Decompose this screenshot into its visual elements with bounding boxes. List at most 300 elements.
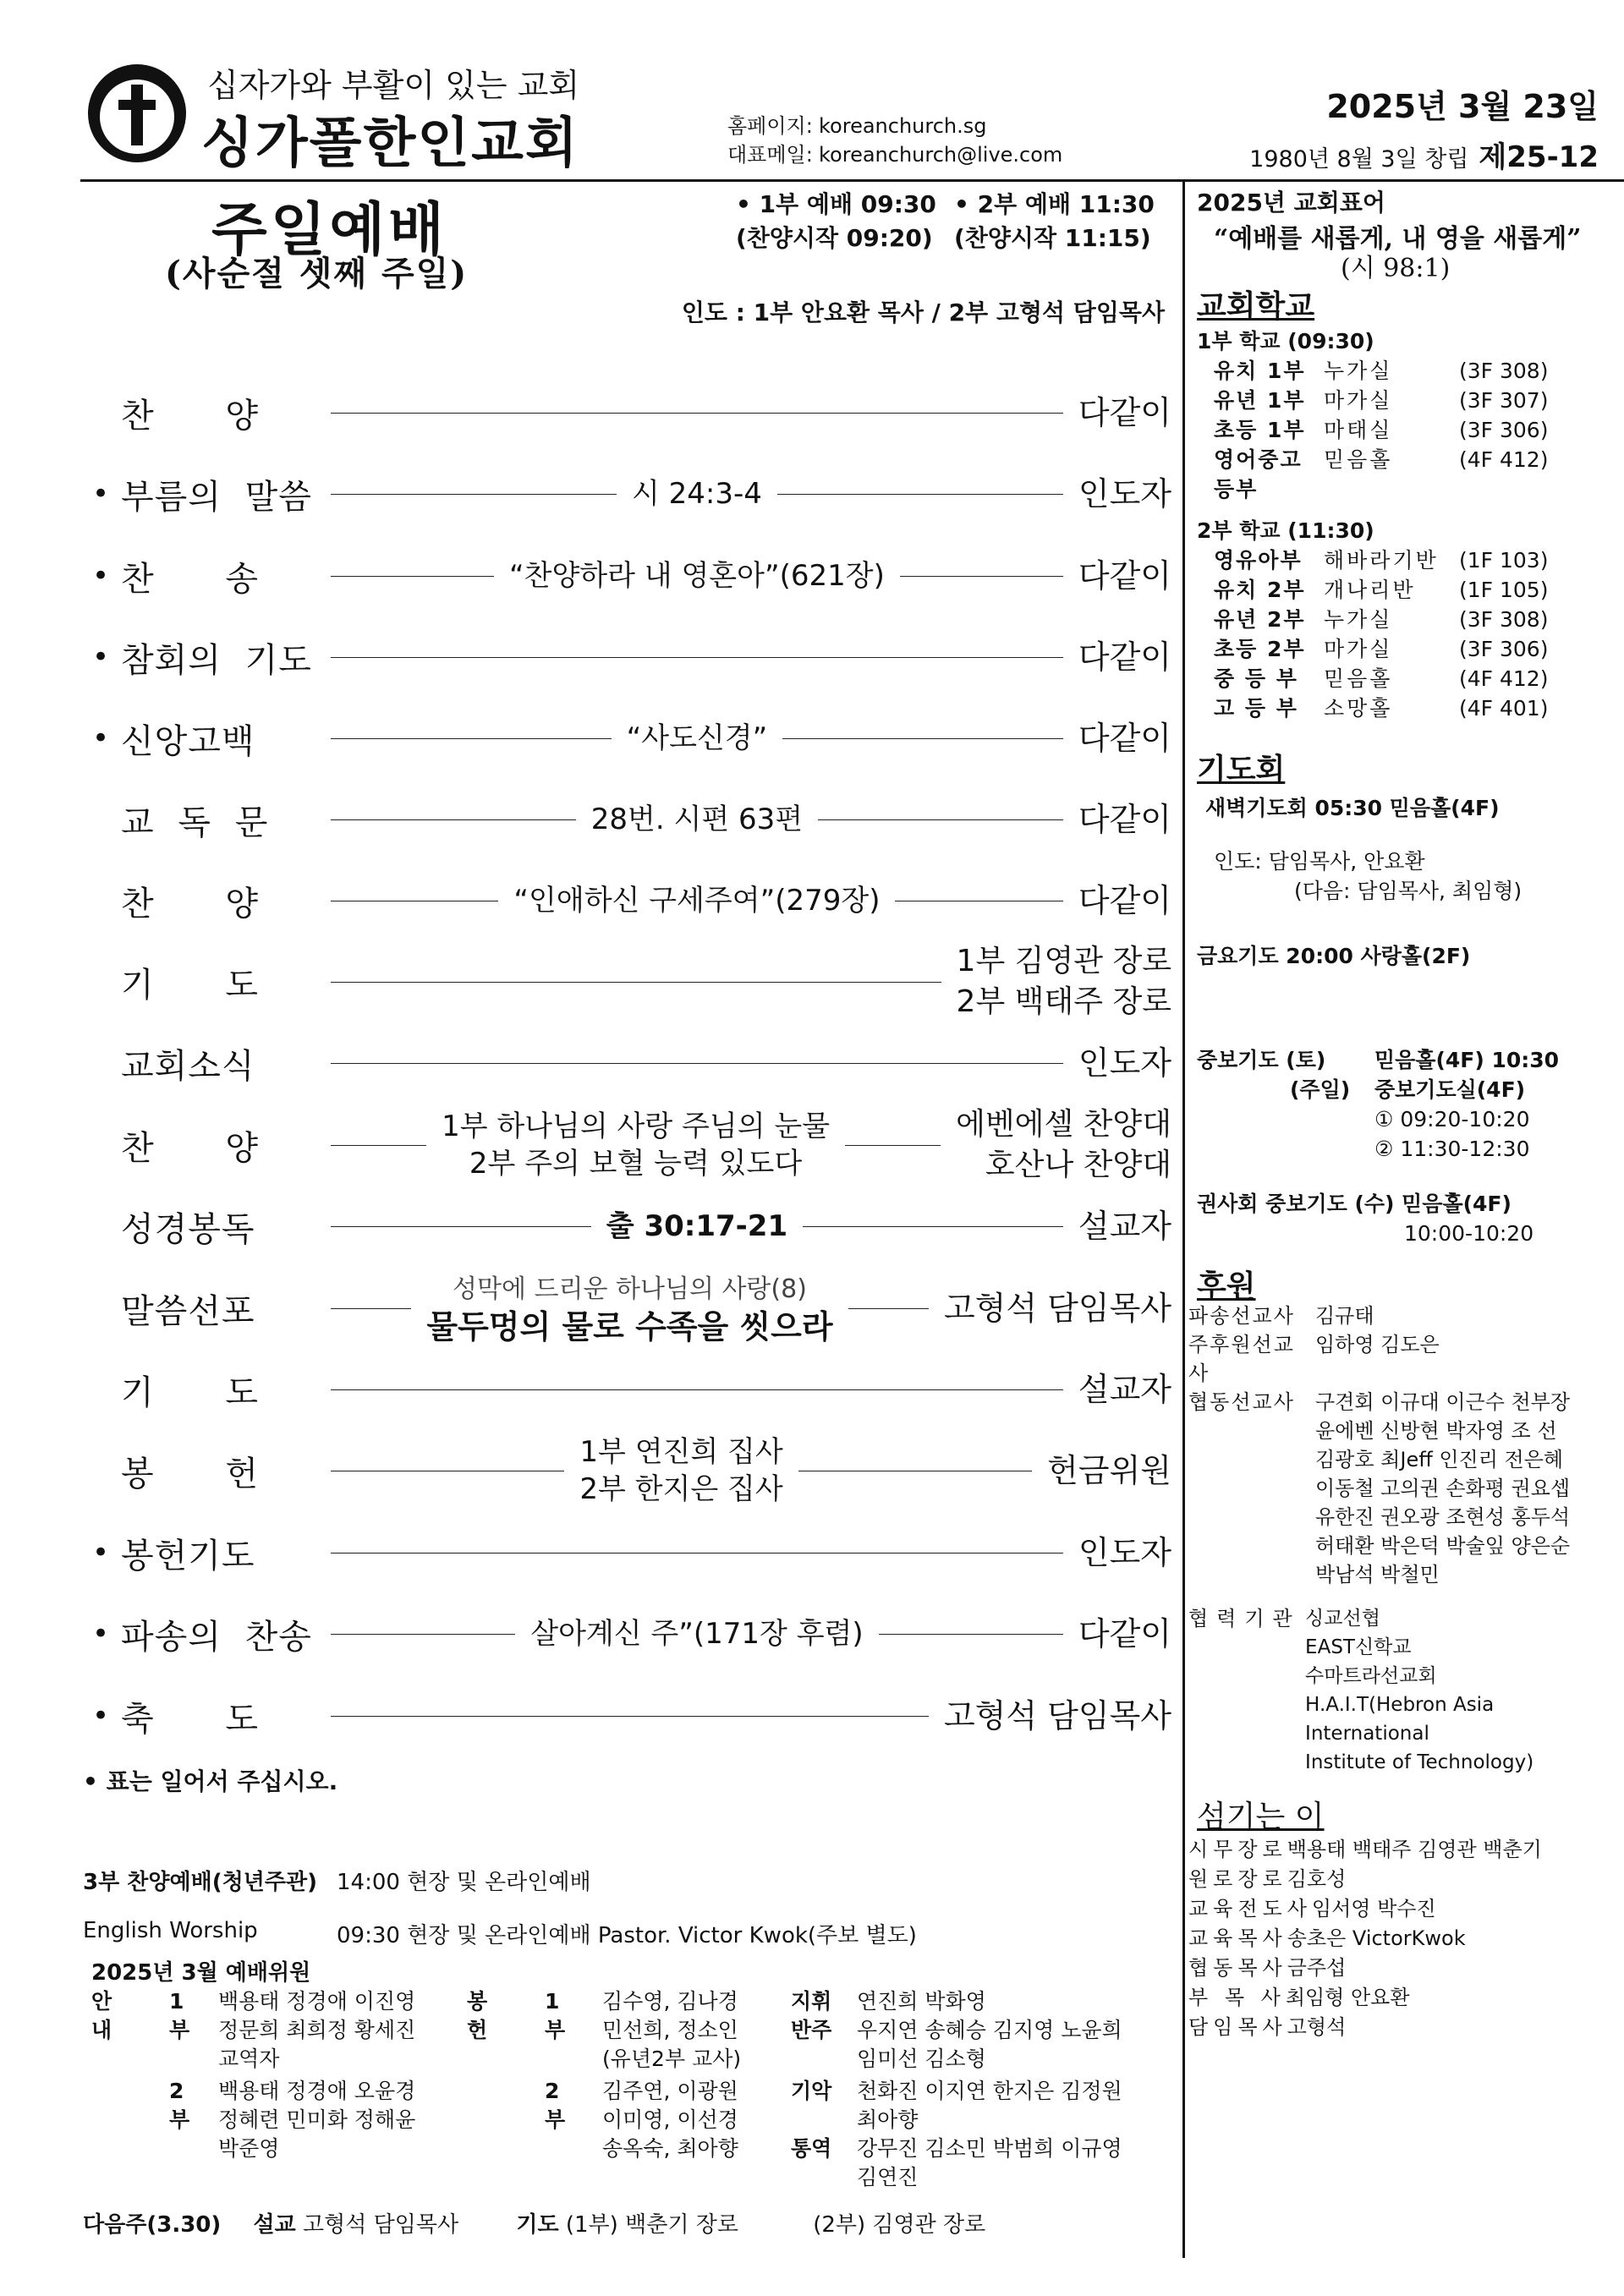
church-name: 싱가폴한인교회 <box>201 112 579 175</box>
support-label <box>1188 1417 1315 1445</box>
row-center <box>627 720 768 757</box>
third-service-value: 14:00 현장 및 온라인예배 <box>337 1870 591 1895</box>
staff-names: 송초은 VictorKwok <box>1287 1926 1466 1950</box>
school-location: (3F 306) <box>1459 418 1549 442</box>
staff-label: 시무장로 <box>1188 1838 1287 1861</box>
row-right-line: 호산나 찬양대 <box>985 1148 1171 1182</box>
support-label <box>1188 1445 1315 1474</box>
worship-row <box>80 1349 1171 1430</box>
row-right-line: 설교자 <box>1078 1371 1171 1408</box>
guide-1-line: 교역자 <box>218 2047 280 2071</box>
contact-info <box>727 112 1062 169</box>
leader-line <box>331 1389 1063 1390</box>
support-row <box>1188 1503 1620 1532</box>
column-divider <box>1182 182 1185 2258</box>
offering-2-line: 이미영, 이선경 <box>602 2107 738 2132</box>
leader-line <box>803 1226 1063 1227</box>
intercession-sun-label: (주일) <box>1290 1077 1351 1102</box>
service-time-1-label: • 1부 예배 09:30 <box>736 190 936 218</box>
guide-2-label: 2부 <box>169 2079 190 2132</box>
leader-line <box>845 1145 941 1146</box>
worship-row <box>80 1430 1171 1511</box>
offering-1-line: 김수영, 김나경 <box>602 1989 738 2014</box>
staff-row <box>1188 1894 1620 1924</box>
row-center <box>530 1615 863 1652</box>
worship-row <box>80 1022 1171 1104</box>
dawn-lead: 인도: 담임목사, 안요환 <box>1214 849 1425 874</box>
service-time-2-label: • 2부 예배 11:30 <box>954 190 1155 218</box>
row-item: 성경봉독 <box>121 1209 255 1249</box>
school-name: 유년 2부 <box>1214 607 1306 632</box>
leader-line <box>331 738 612 739</box>
row-right-line: 에벤에셀 찬양대 <box>956 1107 1171 1142</box>
row-right <box>944 1696 1171 1736</box>
row-right-line: 인도자 <box>1078 475 1171 512</box>
support-label: 협동선교사 <box>1188 1390 1295 1414</box>
staff-names: 최임형 안요환 <box>1285 1986 1410 2009</box>
school-room: 해바라기반 <box>1324 548 1439 573</box>
school-name: 유치 1부 <box>1214 359 1306 383</box>
support-label <box>1188 1560 1315 1589</box>
guide-2-line: 백용태 정경애 오윤경 <box>218 2079 416 2103</box>
support-row <box>1188 1417 1620 1445</box>
row-right <box>956 1104 1171 1186</box>
support-names: 허태환 박은덕 박술잎 양은순 <box>1315 1534 1571 1558</box>
row-center-line: “인애하신 구세주여”(279장) <box>513 884 881 918</box>
support-names: 김규태 <box>1315 1304 1374 1328</box>
intercession-sun-2: ② 11:30-12:30 <box>1374 1137 1530 1161</box>
row-middle <box>315 982 957 983</box>
school-location: (4F 401) <box>1459 696 1549 721</box>
worship-row <box>80 698 1171 779</box>
row-center <box>426 1271 832 1345</box>
school-name: 중 등 부 <box>1214 666 1298 691</box>
intercession-sun-1: ① 09:20-10:20 <box>1374 1107 1530 1132</box>
worship-row <box>80 535 1171 616</box>
row-item: 말씀선포 <box>121 1291 255 1331</box>
service-time-2 <box>954 188 1155 255</box>
row-item: 축 도 <box>121 1699 259 1739</box>
third-service <box>83 1865 591 1896</box>
leader-line <box>900 576 1063 577</box>
staff-label: 교육전도사 <box>1188 1897 1312 1921</box>
school-row <box>1214 634 1620 664</box>
row-middle <box>315 801 1078 838</box>
school-name: 영유아부 <box>1214 548 1303 573</box>
row-center-line: 28번. 시편 63편 <box>590 803 804 836</box>
row-right <box>1078 1206 1171 1247</box>
row-middle <box>315 1271 944 1345</box>
row-item: 찬 송 <box>121 559 259 599</box>
row-right-line: 인도자 <box>1078 1044 1171 1082</box>
row-item: 교 독 문 <box>121 803 269 842</box>
row-bullet: • <box>91 721 110 755</box>
row-center <box>606 1208 787 1245</box>
third-service-label: 3부 찬양예배(청년주관) <box>83 1870 317 1895</box>
service-time-1 <box>736 188 936 255</box>
motto-title: 2025년 교회표어 <box>1197 189 1385 216</box>
partner-item: EAST신학교 <box>1305 1636 1412 1658</box>
row-center-line: “사도신경” <box>626 721 768 755</box>
support-names: 이동철 고의권 손화평 권요셉 <box>1315 1477 1571 1500</box>
staff-title: 섬기는 이 <box>1197 1800 1325 1834</box>
offering-1-line: (유년2부 교사) <box>602 2047 742 2071</box>
leader-line <box>331 1308 411 1309</box>
offering-2-line: 김주연, 이광원 <box>602 2079 738 2103</box>
accomp-line: 임미선 김소형 <box>857 2047 986 2071</box>
row-right <box>1078 637 1171 677</box>
founded-date: 1980년 8월 3일 창립 <box>1249 146 1469 173</box>
school-location: (3F 306) <box>1459 637 1549 661</box>
leader-line <box>331 982 941 983</box>
school1-title: 1부 학교 (09:30) <box>1197 329 1374 353</box>
guide-label: 안내 <box>91 1989 112 2042</box>
sermon-series: 성막에 드리운 하나님의 사랑(8) <box>453 1274 807 1304</box>
service-leaders: 인도 : 1부 안요환 목사 / 2부 고형석 담임목사 <box>681 299 1165 326</box>
leader-line <box>848 1308 929 1309</box>
worship-row <box>80 1593 1171 1674</box>
row-center-line: 살아계신 주”(171장 후렴) <box>530 1617 864 1651</box>
school-row <box>1214 575 1620 605</box>
instrument-label: 기악 <box>791 2079 832 2103</box>
offering-1-line: 민선희, 정소인 <box>602 2018 738 2042</box>
worship-row <box>80 1186 1171 1267</box>
row-middle <box>315 1063 1078 1064</box>
staff-row <box>1188 1835 1620 1865</box>
row-item: 찬 양 <box>121 396 259 436</box>
guide-2-line: 정혜련 민미화 정해윤 <box>218 2107 416 2132</box>
row-right-line: 다같이 <box>1078 801 1171 838</box>
deaconess-prayer: 권사회 중보기도 (수) 믿음홀(4F) <box>1197 1192 1512 1216</box>
row-right-line: 다같이 <box>1078 1615 1171 1652</box>
school-room: 소망홀 <box>1324 696 1393 721</box>
row-middle <box>315 1433 1047 1508</box>
leader-line <box>331 1226 591 1227</box>
row-middle <box>315 1208 1078 1245</box>
support-label <box>1188 1503 1315 1532</box>
leader-line <box>331 1063 1063 1064</box>
row-center <box>579 1433 782 1508</box>
row-right <box>1078 1614 1171 1654</box>
dawn-prayer: 새벽기도회 05:30 믿음홀(4F) <box>1205 796 1500 820</box>
row-center <box>509 557 885 595</box>
instrument-line: 최아향 <box>857 2107 919 2132</box>
worshippers-title: 2025년 3월 예배위원 <box>91 1960 311 1986</box>
row-middle <box>315 413 1078 414</box>
row-bullet: • <box>91 1617 110 1651</box>
next-week-prayer-1: (1부) 백춘기 장로 <box>565 2212 738 2238</box>
sermon-title: 물두멍의 물로 수족을 씻으라 <box>426 1308 833 1345</box>
school-location: (1F 105) <box>1459 578 1549 602</box>
school-room: 마가실 <box>1324 388 1393 413</box>
support-row <box>1188 1301 1620 1330</box>
school-room: 누가실 <box>1324 607 1393 632</box>
leader-line <box>818 819 1063 820</box>
guide-2-line: 박준영 <box>218 2136 280 2161</box>
school-title: 교회학교 <box>1197 289 1315 324</box>
row-right <box>957 941 1171 1022</box>
leader-line <box>777 494 1063 495</box>
row-middle <box>315 720 1078 757</box>
row-center <box>591 801 803 838</box>
worship-row <box>80 941 1171 1022</box>
staff-label: 협동목사 <box>1188 1956 1287 1980</box>
email-link[interactable]: koreanchurch@live.com <box>819 143 1063 167</box>
guide-1-line: 정문희 최희정 황세진 <box>218 2018 416 2042</box>
founded-line <box>1249 134 1599 175</box>
support-row <box>1188 1474 1620 1503</box>
support-label <box>1188 1474 1315 1503</box>
service-subtitle: (사순절 셋째 주일) <box>165 254 469 293</box>
right-column <box>1188 188 1620 2042</box>
row-bullet: • <box>91 1699 110 1733</box>
school-row <box>1214 545 1620 575</box>
row-bullet: • <box>91 559 110 593</box>
offering-1-label: 1부 <box>545 1989 566 2042</box>
row-right-line: 다같이 <box>1078 882 1171 919</box>
leader-line <box>782 738 1063 739</box>
support-row <box>1188 1560 1620 1589</box>
row-center-line: 1부 연진희 집사 <box>579 1435 783 1469</box>
staff-label: 담임목사 <box>1188 2015 1287 2039</box>
leader-line <box>331 1716 929 1717</box>
row-middle <box>315 882 1078 919</box>
row-center <box>442 1108 830 1182</box>
partners <box>1188 1604 1620 1777</box>
school-location: (3F 308) <box>1459 607 1549 632</box>
staff-label: 원로장로 <box>1188 1867 1287 1891</box>
row-item: 파송의 찬송 <box>121 1617 312 1657</box>
staff-names: 임서영 박수진 <box>1311 1897 1436 1921</box>
english-worship-value: 09:30 현장 및 온라인예배 Pastor. Victor Kwok(주보 별도) <box>337 1923 917 1948</box>
school-room: 마태실 <box>1324 418 1393 442</box>
support-names: 박남석 박철민 <box>1315 1563 1440 1586</box>
school2-title: 2부 학교 (11:30) <box>1197 518 1374 543</box>
row-item: 찬 양 <box>121 1128 259 1168</box>
school-row <box>1214 445 1620 504</box>
row-bullet: • <box>91 477 110 511</box>
row-bullet: • <box>91 1536 110 1570</box>
leader-line <box>331 1145 426 1146</box>
english-worship-label: English Worship <box>83 1918 258 1943</box>
school-location: (4F 412) <box>1459 447 1549 472</box>
row-center-line: 시 24:3-4 <box>631 477 762 511</box>
school-name: 영어중고등부 <box>1214 447 1303 501</box>
row-right-line: 인도자 <box>1078 1534 1171 1571</box>
intercession-sat <box>1197 1045 1620 1075</box>
english-worship <box>83 1918 917 1948</box>
row-item: 봉헌기도 <box>121 1536 255 1575</box>
interp-label: 통역 <box>791 2136 832 2161</box>
staff-list <box>1188 1835 1620 2042</box>
support-names: 김광호 최Jeff 인진리 전은혜 <box>1315 1448 1564 1471</box>
worship-row <box>80 779 1171 860</box>
row-right <box>1078 556 1171 596</box>
support-names: 임하영 김도은 <box>1315 1333 1440 1356</box>
offering-label: 봉헌 <box>467 1989 488 2042</box>
interp-line: 강무진 김소민 박범희 이규영 <box>857 2136 1122 2161</box>
next-week-sermon: 고형석 담임목사 <box>303 2212 459 2238</box>
issue-number: 제25-12 <box>1479 140 1599 174</box>
row-center-line: 1부 하나님의 사랑 주님의 눈물 <box>442 1110 831 1143</box>
leader-line <box>331 576 494 577</box>
offering-2-line: 송옥숙, 최아향 <box>602 2136 738 2161</box>
staff-row <box>1188 1954 1620 1983</box>
offering-2-label: 2부 <box>545 2079 566 2132</box>
school1-list <box>1214 356 1620 504</box>
school-name: 유치 2부 <box>1214 578 1306 602</box>
support-names: 유한진 권오광 조현성 홍두석 <box>1315 1505 1571 1529</box>
guide-1-label: 1부 <box>169 1989 190 2042</box>
row-right-line: 다같이 <box>1078 638 1171 676</box>
row-right <box>1078 1369 1171 1410</box>
row-right-line: 다같이 <box>1078 557 1171 595</box>
row-middle <box>315 1108 956 1182</box>
conductor-label: 지휘 <box>791 1989 832 2014</box>
row-item: 신앙고백 <box>121 721 255 761</box>
row-bullet: • <box>91 640 110 674</box>
support-row <box>1188 1445 1620 1474</box>
school-room: 개나리반 <box>1324 578 1416 602</box>
school-row <box>1214 356 1620 386</box>
row-center <box>513 882 880 919</box>
support-list <box>1188 1301 1620 1589</box>
support-names: 윤에벤 신방현 박자영 조 선 <box>1315 1419 1557 1443</box>
partner-item: Institute of Technology) <box>1305 1751 1534 1773</box>
partner-item: 싱교선협 <box>1305 1608 1380 1630</box>
row-center-line: 2부 한지은 집사 <box>579 1472 783 1506</box>
leader-line <box>331 494 617 495</box>
intercession-sat-value: 믿음홀(4F) 10:30 <box>1374 1048 1560 1072</box>
row-right-line: 헌금위원 <box>1047 1452 1171 1489</box>
row-right-line: 1부 김영관 장로 <box>956 944 1171 978</box>
homepage-label: 홈페이지: <box>727 114 813 138</box>
school2-list <box>1214 545 1620 723</box>
accomp-label: 반주 <box>791 2018 832 2042</box>
worship-row <box>80 1512 1171 1593</box>
leader-line <box>331 1634 515 1635</box>
friday-prayer: 금요기도 20:00 사랑홀(2F) <box>1197 944 1471 968</box>
school-row <box>1214 605 1620 634</box>
motto-ref: (시 98:1) <box>1341 254 1451 283</box>
row-middle <box>315 657 1078 658</box>
school-row <box>1214 386 1620 415</box>
instrument-line: 천화진 이지연 한지은 김정원 <box>857 2079 1122 2103</box>
dawn-next: (다음: 담임목사, 최임형) <box>1294 879 1522 903</box>
accomp-line: 우지연 송혜승 김지영 노윤희 <box>857 2018 1122 2042</box>
row-right-line: 고형석 담임목사 <box>943 1697 1171 1734</box>
intercession-sun <box>1197 1075 1620 1104</box>
deaconess-time: 10:00-10:20 <box>1404 1221 1534 1246</box>
church-logo <box>85 61 190 167</box>
motto: “예배를 새롭게, 내 영을 새롭게” <box>1214 224 1582 254</box>
next-week-prayer-label: 기도 <box>516 2212 559 2238</box>
bulletin-date: 2025년 3월 23일 <box>1326 88 1599 125</box>
row-right-line: 다같이 <box>1078 720 1171 757</box>
worship-row <box>80 616 1171 698</box>
partner-item: H.A.I.T(Hebron Asia International <box>1305 1694 1495 1745</box>
row-item: 봉 헌 <box>121 1454 259 1493</box>
staff-row <box>1188 1865 1620 1894</box>
support-label <box>1188 1532 1315 1560</box>
leader-line <box>331 657 1063 658</box>
church-tagline: 십자가와 부활이 있는 교회 <box>207 67 580 104</box>
row-right-line: 2부 백태주 장로 <box>956 984 1171 1019</box>
service-title: 주일예배 <box>211 196 447 264</box>
leader-line <box>331 413 1063 414</box>
row-center-line: “찬양하라 내 영혼아”(621장) <box>509 559 885 593</box>
row-middle <box>315 475 1078 512</box>
school-row <box>1214 693 1620 723</box>
school-location: (4F 412) <box>1459 666 1549 691</box>
intercession-sun-value: 중보기도실(4F) <box>1374 1077 1526 1102</box>
row-center-line: 출 30:17-21 <box>606 1209 788 1243</box>
header-rule <box>80 179 1624 182</box>
row-item: 부름의 말씀 <box>121 477 312 517</box>
row-item: 기 도 <box>121 1373 259 1412</box>
support-names: 구견회 이규대 이근수 천부장 <box>1315 1390 1571 1414</box>
row-right <box>944 1288 1171 1329</box>
row-middle <box>315 1389 1078 1390</box>
homepage-link[interactable]: koreanchurch.sg <box>819 114 987 138</box>
school-room: 믿음홀 <box>1324 447 1393 472</box>
worship-row <box>80 1104 1171 1186</box>
stand-note: • 표는 일어서 주십시오. <box>83 1767 338 1795</box>
school-room: 마가실 <box>1324 637 1393 661</box>
staff-names: 금주섭 <box>1287 1956 1347 1980</box>
next-week-sermon-label: 설교 <box>253 2212 296 2238</box>
school-row <box>1214 415 1620 445</box>
school-location: (3F 307) <box>1459 388 1549 413</box>
staff-names: 김호성 <box>1287 1867 1347 1891</box>
next-week-label: 다음주(3.30) <box>83 2212 222 2238</box>
staff-label: 부 목 사 <box>1188 1986 1286 2009</box>
worship-row <box>80 1268 1171 1349</box>
service-time-2-praise: (찬양시작 11:15) <box>954 224 1151 252</box>
row-middle <box>315 557 1078 595</box>
row-right <box>1047 1450 1171 1491</box>
row-center-line: 2부 주의 보혈 능력 있도다 <box>469 1147 803 1181</box>
row-item: 참회의 기도 <box>121 640 312 680</box>
staff-row <box>1188 1983 1620 2013</box>
row-item: 교회소식 <box>121 1046 255 1086</box>
row-right <box>1078 392 1171 433</box>
school-row <box>1214 664 1620 693</box>
partner-item: 수마트라선교회 <box>1305 1665 1437 1687</box>
support-row <box>1188 1532 1620 1560</box>
row-item: 기 도 <box>121 965 259 1005</box>
intercession-sat-label: 중보기도 (토) <box>1197 1048 1326 1072</box>
partner-label: 협력기관 <box>1188 1607 1301 1630</box>
guide-1-line: 백용태 정경애 이진영 <box>218 1989 416 2014</box>
row-middle <box>315 1716 944 1717</box>
worship-row <box>80 453 1171 534</box>
row-right <box>1078 718 1171 759</box>
staff-label: 교육목사 <box>1188 1926 1287 1950</box>
support-row <box>1188 1388 1620 1417</box>
school-room: 믿음홀 <box>1324 666 1393 691</box>
row-right-line: 다같이 <box>1078 394 1171 431</box>
worship-row <box>80 860 1171 941</box>
support-label: 주후원선교사 <box>1188 1333 1295 1385</box>
staff-names: 고형석 <box>1287 2015 1347 2039</box>
prayer-title: 기도회 <box>1197 753 1286 787</box>
row-right <box>1078 799 1171 840</box>
row-right <box>1078 1532 1171 1573</box>
staff-names: 백용태 백태주 김영관 백춘기 <box>1287 1838 1542 1861</box>
leader-line <box>879 1634 1063 1635</box>
row-right-line: 고형석 담임목사 <box>943 1290 1171 1327</box>
